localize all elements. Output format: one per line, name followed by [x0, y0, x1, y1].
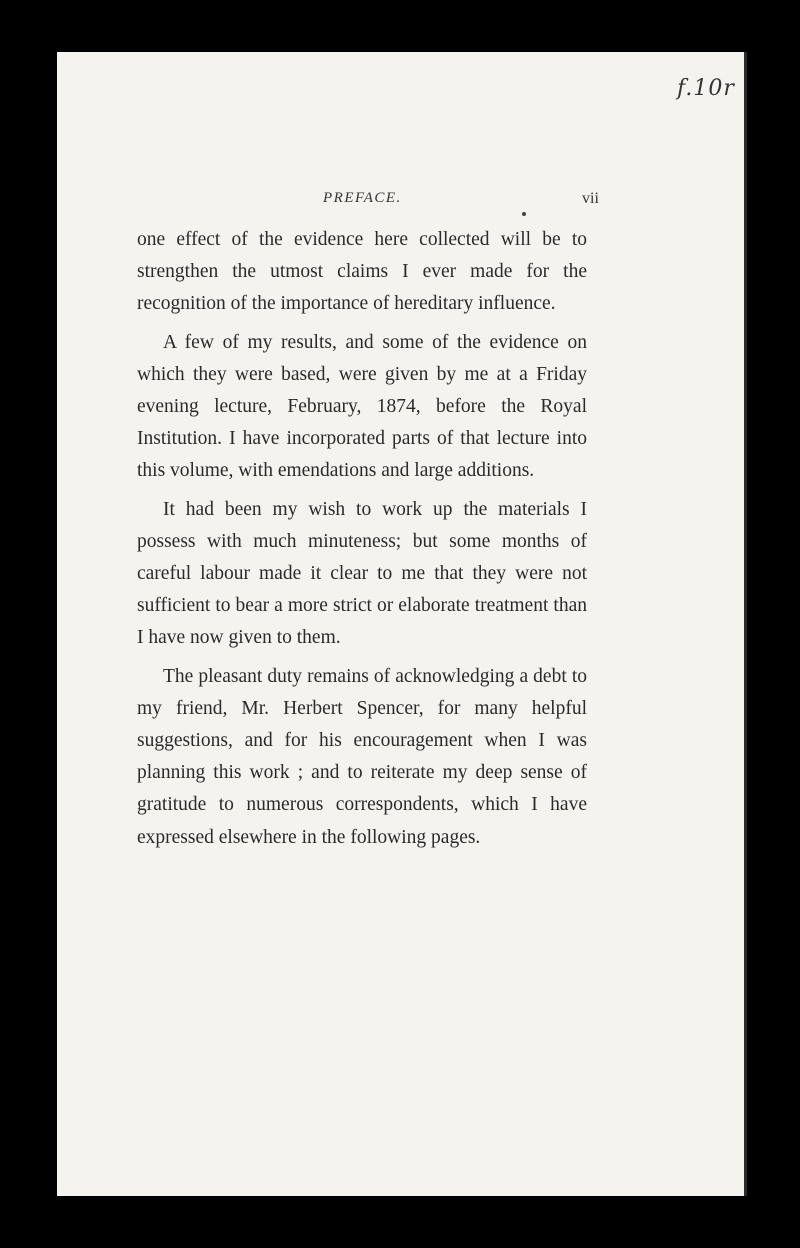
paragraph: one effect of the evidence here collected will be to strengthen the utmost claims I ever made for the recognition of the importance of hereditary influence. [137, 229, 587, 315]
running-head [57, 190, 747, 214]
paragraph: It had been my wish to work up the materials I possess with much minuteness; but some months of careful labour made it clear to me that they were not sufficient to bear a more strict or elaborate treatment than I have now given to them. [137, 498, 587, 649]
ink-speck [522, 212, 526, 216]
page-number: vii [582, 190, 599, 207]
running-title: PREFACE. [323, 190, 402, 206]
paragraph: The pleasant duty remains of acknowledging a debt to my friend, Mr. Herbert Spencer, for many helpful suggestions, and for his encouragement when I was planning this work ; and to reiterate my deep sense of gratitude to numerous correspondents, which I have expressed elsewhere in the following pages. [137, 665, 587, 848]
body-text [137, 224, 587, 860]
book-page [57, 52, 747, 1196]
folio-annotation: f.10r [677, 76, 735, 101]
paragraph: A few of my results, and some of the evidence on which they were based, were given by me at a Friday evening lecture, February, 1874, before the Royal Institution. I have incorporated parts of that lecture into this volume, with emendations and large additions. [137, 331, 587, 482]
